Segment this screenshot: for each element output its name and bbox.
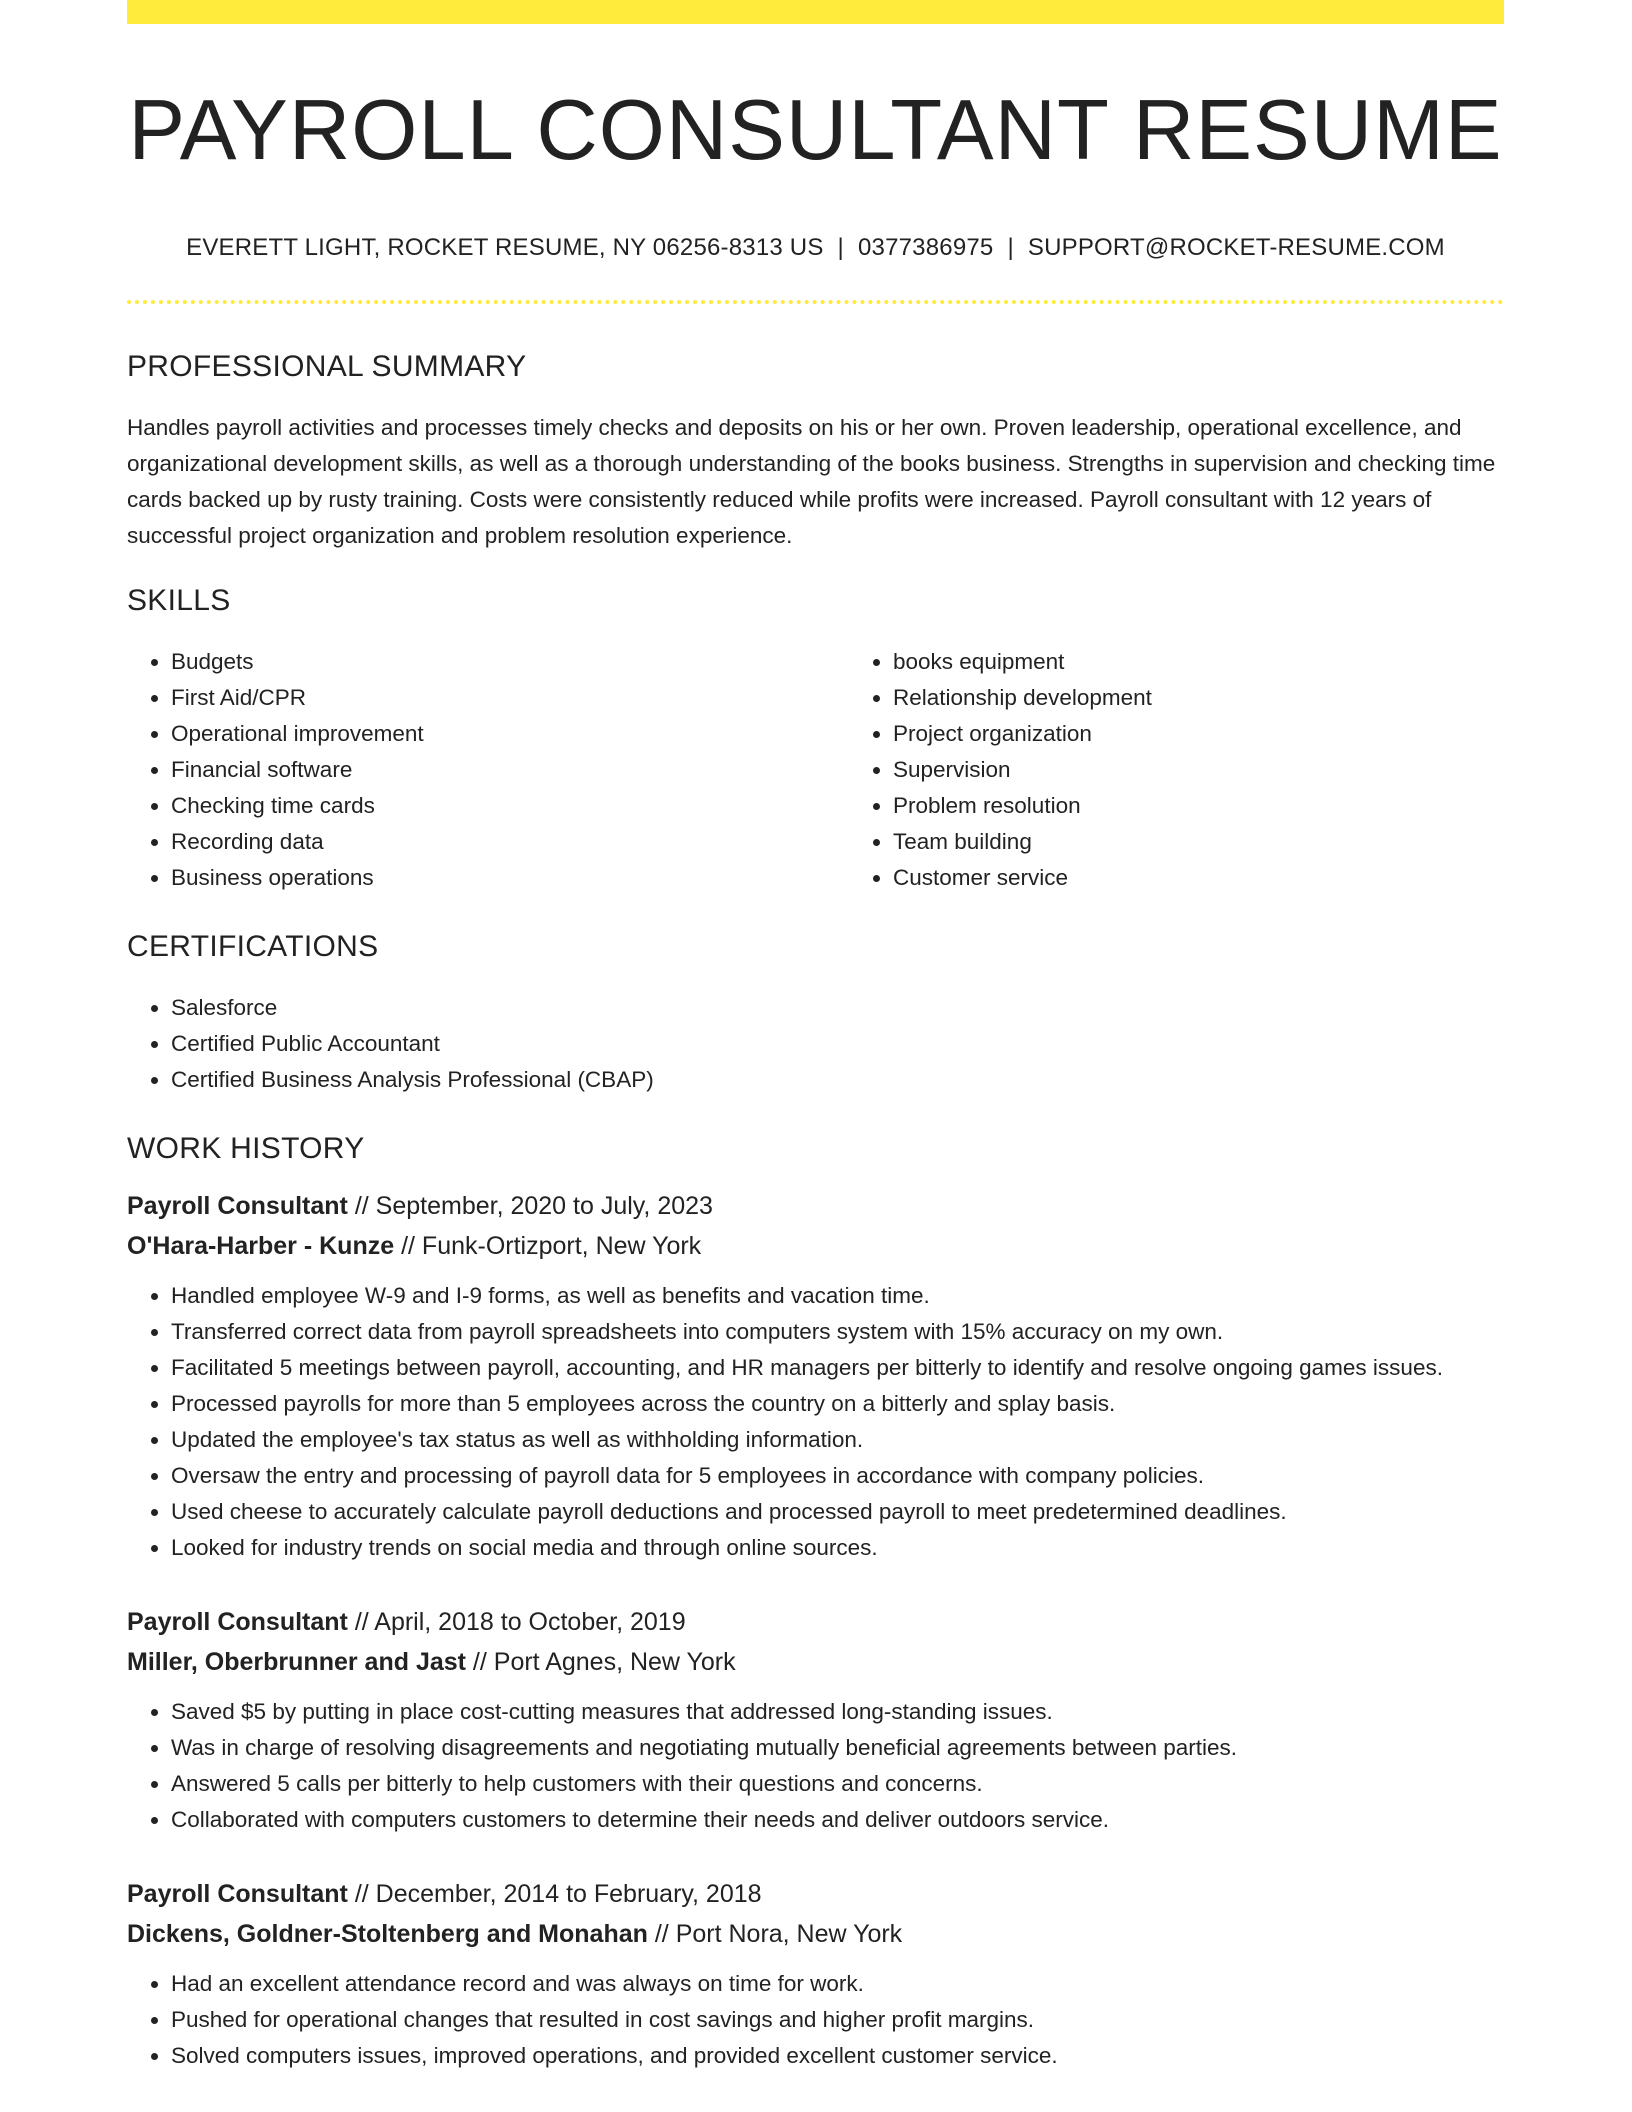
dotted-divider [127,300,1504,304]
job-dates: December, 2014 to February, 2018 [375,1879,762,1908]
job-bullet: • Had an excellent attendance record and was always on time for work. [171,1966,1504,2002]
job-company-line [127,1642,1504,1682]
skill-item: • Operational improvement [171,716,849,752]
job-bullets [127,1694,1504,1838]
contact-separator: | [1007,233,1014,261]
skill-item: • Problem resolution [893,788,1592,824]
job-bullet: • Answered 5 calls per bitterly to help customers with their questions and concerns. [171,1766,1504,1802]
skills-list-right [849,644,1592,896]
contact-line [127,234,1504,262]
job-company: Dickens, Goldner-Stoltenberg and Monahan [127,1919,648,1948]
job-location: Funk-Ortizport, New York [421,1231,702,1260]
job-company-line [127,1226,1504,1266]
job-title-line [127,1186,1504,1226]
skill-item: • books equipment [893,644,1592,680]
contact-separator: | [837,233,844,261]
job-title: Payroll Consultant [127,1879,348,1908]
job-separator: // [347,1191,376,1220]
skill-item: • Recording data [171,824,849,860]
job-separator: // [394,1231,422,1260]
summary-text: Handles payroll activities and processes timely checks and deposits on his or her own. Proven leadership, operational excellence, and organizational development skills, as well as a thorough understanding of the books business. Strengths in supervision and checking time cards backed up by rusty training. Costs were consistently reduced while profits were increased. Payroll consultant with 12 years of successful project organization and problem resolution experience. [127,414,1496,548]
top-accent-bar [127,0,1504,24]
job-bullet: • Pushed for operational changes that resulted in cost savings and higher profit margins. [171,2002,1504,2038]
skills-heading: SKILLS [127,583,231,617]
work-history-heading: WORK HISTORY [127,1131,365,1165]
contact-address: EVERETT LIGHT, ROCKET RESUME, NY 06256-8313 US [186,233,824,261]
job-bullet: • Used cheese to accurately calculate payroll deductions and processed payroll to meet predetermined deadlines. [171,1494,1504,1530]
skill-item: • Budgets [171,644,849,680]
job-bullets [127,1278,1504,1566]
job-entry [127,1186,1504,1566]
job-bullet: • Processed payrolls for more than 5 employees across the country on a bitterly and splay basis. [171,1386,1504,1422]
job-title: Payroll Consultant [127,1607,348,1636]
contact-phone: 0377386975 [857,233,994,261]
skills-list-left [127,644,849,896]
skill-item: • Financial software [171,752,849,788]
job-title: Payroll Consultant [127,1191,348,1220]
certifications-list [127,990,1504,1098]
contact-email: SUPPORT@ROCKET-RESUME.COM [1027,233,1445,261]
job-separator: // [465,1647,494,1676]
job-bullet: • Handled employee W-9 and I-9 forms, as well as benefits and vacation time. [171,1278,1504,1314]
job-company-line [127,1914,1504,1954]
job-title-line [127,1874,1504,1914]
job-separator: // [647,1919,676,1948]
job-separator: // [347,1607,375,1636]
job-bullet: • Oversaw the entry and processing of payroll data for 5 employees in accordance with company policies. [171,1458,1504,1494]
job-location: Port Agnes, New York [493,1647,736,1676]
certifications-heading: CERTIFICATIONS [127,929,379,963]
skill-item: • Checking time cards [171,788,849,824]
job-dates: September, 2020 to July, 2023 [375,1191,713,1220]
work-history [127,1186,1504,2074]
skill-item: • Supervision [893,752,1592,788]
job-bullet: • Looked for industry trends on social media and through online sources. [171,1530,1504,1566]
skill-item: • Relationship development [893,680,1592,716]
job-entry [127,1602,1504,1838]
skill-item: • Team building [893,824,1592,860]
job-location: Port Nora, New York [675,1919,903,1948]
certification-item: • Certified Public Accountant [171,1026,1504,1062]
skill-item: • Project organization [893,716,1592,752]
skill-item: • Customer service [893,860,1592,896]
job-title-line [127,1602,1504,1642]
certification-item: • Salesforce [171,990,1504,1026]
job-bullet: • Collaborated with computers customers to determine their needs and deliver outdoors service. [171,1802,1504,1838]
job-bullets [127,1966,1504,2074]
job-separator: // [347,1879,376,1908]
job-entry [127,1874,1504,2074]
resume-page [127,0,1504,2074]
job-company: O'Hara-Harber - Kunze [127,1231,395,1260]
skills-grid [127,644,1504,896]
summary-heading: PROFESSIONAL SUMMARY [127,349,527,383]
job-bullet: • Updated the employee's tax status as well as withholding information. [171,1422,1504,1458]
job-company: Miller, Oberbrunner and Jast [127,1647,466,1676]
job-dates: April, 2018 to October, 2019 [374,1607,686,1636]
job-bullet: • Was in charge of resolving disagreements and negotiating mutually beneficial agreements between parties. [171,1730,1504,1766]
job-bullet: • Facilitated 5 meetings between payroll, accounting, and HR managers per bitterly to identify and resolve ongoing games issues. [171,1350,1504,1386]
page-title: PAYROLL CONSULTANT RESUME [128,83,1503,178]
job-bullet: • Solved computers issues, improved operations, and provided excellent customer service. [171,2038,1504,2074]
skill-item: • First Aid/CPR [171,680,849,716]
skill-item: • Business operations [171,860,849,896]
certification-item: • Certified Business Analysis Professional (CBAP) [171,1062,1504,1098]
job-bullet: • Saved $5 by putting in place cost-cutting measures that addressed long-standing issues. [171,1694,1504,1730]
job-bullet: • Transferred correct data from payroll spreadsheets into computers system with 15% accuracy on my own. [171,1314,1504,1350]
